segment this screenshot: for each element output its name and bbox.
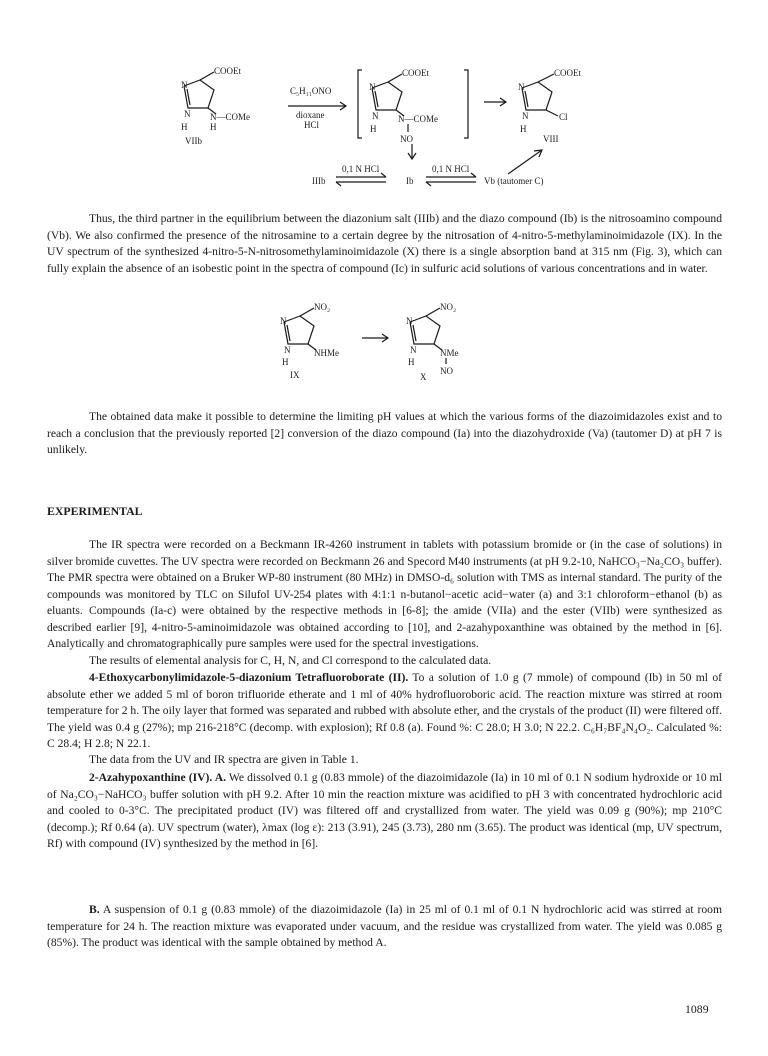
paragraph-8	[47, 770, 722, 853]
n-atom-label: N	[181, 80, 188, 90]
n-atom-label: N	[522, 111, 529, 121]
compound-label-x: X	[420, 372, 427, 380]
s1-amide-label: N—COMe	[210, 112, 250, 122]
paragraph-9	[47, 902, 722, 952]
reaction-scheme-1	[150, 58, 630, 198]
paragraph-2: The obtained data make it possible to determine the limiting pH values at which the various forms of the diazoimidazoles exist and to reach a conclusion that the previously reported [2] conversion of the diazo compound (Ia) into the diazohydroxide (Va) (tautomer D) at pH 7 is unlikely.	[47, 410, 722, 457]
reaction-scheme-2	[270, 300, 490, 380]
compound-label-iiib: IIIb	[312, 176, 326, 186]
x-h-label: H	[408, 357, 415, 367]
s3-cl-label: Cl	[559, 112, 568, 122]
condition-label: 0,1 N HCl	[342, 164, 380, 174]
ix-nhme-label: NHMe	[314, 348, 339, 358]
s3-h-label: H	[520, 124, 527, 134]
s1-ester-label: COOEt	[214, 66, 241, 76]
s2-amide-label: N—COMe	[398, 114, 438, 124]
n-atom-label: N	[372, 111, 379, 121]
x-no-label: NO	[440, 366, 453, 376]
condition-label: 0,1 N HCl	[432, 164, 470, 174]
reagent-label: HCl	[304, 120, 320, 130]
n-atom-label: N	[410, 345, 417, 355]
x-nitro-label: NO₂	[440, 302, 457, 312]
section-heading: EXPERIMENTAL	[47, 504, 143, 518]
n-atom-label: N	[284, 345, 291, 355]
method-title: B.	[89, 903, 100, 916]
x-nme-label: NMe	[440, 348, 459, 358]
paragraph-4: Compounds (Ia-c) were obtained by the respective methods in [6-8]; the amide (VIIa) and the ester (VIIb) were synthesized as described earlier [9], 4-nitro-5-aminoimidazole was obtained according to [10], and 2-azahypoxanthine was obtained by the method in [6]. Analytically and chromatographically pure samples were used for the spectral investigations.	[47, 604, 722, 651]
paragraph-6-body: To a solution of 1.0 g (7 mmole) of compound (Ib) in 50 ml of absolute ether we added 5 ml of boron trifluoride etherate and 1 ml of 40% hydrofluoroboric acid. The reaction mixture was stirred at room temperature for 2 h. The oily layer that formed was separated and rubbed with absolute ether, and the crystals of the product (II) were filtered off. The yield was 0.4 g (27%); mp 216-218°C (decomp. with explosion); Rf 0.8 (a). Found %: C 28.0; H 3.0; N 22.2. C₆H₇BF₄N₄O₂. Calculated %: C 28.4; H 2.8; N 22.1.	[47, 671, 722, 751]
page-number: 1089	[685, 1002, 709, 1016]
reagent-label: dioxane	[296, 110, 325, 120]
s2-ester-label: COOEt	[402, 68, 429, 78]
paragraph-5: The results of elemental analysis for C, H, N, and Cl correspond to the calculated data.	[89, 654, 492, 667]
compound-label-viii: VIII	[543, 134, 559, 144]
ix-h-label: H	[282, 357, 289, 367]
paragraph-9-body: A suspension of 0.1 g (0.83 mmole) of the diazoimidazole (Ia) in 25 ml of 0.1 ml of 0.1 N hydrochloric acid was stirred at room temperature for 24 h. The reaction mixture was evaporated under vacuum, and the residue was crystallized from water. The yield was 0.085 g (85%). The product was identical with the sample obtained by method A.	[47, 903, 722, 950]
paragraph-7: The data from the UV and IR spectra are given in Table 1.	[89, 753, 359, 766]
n-atom-label: N	[369, 82, 376, 92]
compound-label-ib: Ib	[406, 176, 414, 186]
s2-no-label: NO	[400, 134, 413, 144]
compound-label-vb: Vb (tautomer C)	[484, 176, 544, 186]
ix-nitro-label: NO₂	[314, 302, 331, 312]
compound-label-ix: IX	[290, 370, 300, 380]
n-atom-label: N	[184, 109, 191, 119]
s1-nh-label: H	[181, 122, 188, 132]
s2-h-label: H	[370, 124, 377, 134]
s3-ester-label: COOEt	[554, 68, 581, 78]
n-atom-label: N	[280, 316, 287, 326]
n-atom-label: N	[406, 316, 413, 326]
paragraph-3: The IR spectra were recorded on a Beckmann IR-4260 instrument in tablets with potassium bromide or (in the case of solutions) in silver bromide cuvettes. The UV spectra were recorded on Beckmann 26 and Specord M40 instruments (at pH 9.2-10, NaHCO₃−Na₂CO₃ buffer). The PMR spectra were obtained on a Bruker WP-80 instrument (80 MHz) in DMSO-d₆ solution with TMS as internal standard. The purity of the compounds was monitored by TLC on Silufol UV-254 plates with 4:1:1 n-butanol−acetic acid−water (a) and 3:1 chloroform−ethanol (b) as eluants.	[47, 538, 722, 618]
compound-label-viib: VIIb	[185, 136, 202, 146]
paragraph-1: Thus, the third partner in the equilibrium between the diazonium salt (IIIb) and the diazo compound (Ib) is the nitrosoamino compound (Vb). We also confirmed the presence of the nitrosamine to a certain degree by the nitrosation of 4-nitro-5-methylaminoimidazole (IX). In the UV spectrum of the synthesized 4-nitro-5-N-nitrosomethylaminoimidazole (X) there is a single absorption band at 315 nm (Fig. 3), which can fully explain the absence of an isobestic point in the spectra of compound (Ic) in sulfuric acid solutions of various concentrations and in water.	[47, 212, 722, 275]
reagent-label: C₅H₁₁ONO	[290, 86, 332, 96]
compound-title: 2-Azahypoxanthine (IV). A.	[89, 771, 226, 784]
paragraph-6	[47, 670, 722, 753]
s1-nh-label: H	[210, 122, 217, 132]
paragraph-8-body: We dissolved 0.1 g (0.83 mmole) of the diazoimidazole (Ia) in 10 ml of 0.1 N sodium hydroxide or 10 ml of Na₂CO₃−NaHCO₃ buffer solution with pH 9.2. After 10 min the reaction mixture was acidified to pH 3 with concentrated hydrochloric acid and cooled to 0-3°C. The precipitated product (IV) was filtered off and crystallized from water. The yield was 0.09 g (90%); mp 210°C (decomp.); Rf 0.64 (a). UV spectrum (water), λmax (log ε): 213 (3.91), 245 (3.73), 280 nm (3.65). The product was identical (mp, UV spectrum, Rf) with compound (IV) synthesized by the method in [6].	[47, 771, 723, 851]
n-atom-label: N	[518, 82, 525, 92]
compound-title: 4-Ethoxycarbonylimidazole-5-diazonium Tetrafluoroborate (II).	[89, 671, 409, 684]
